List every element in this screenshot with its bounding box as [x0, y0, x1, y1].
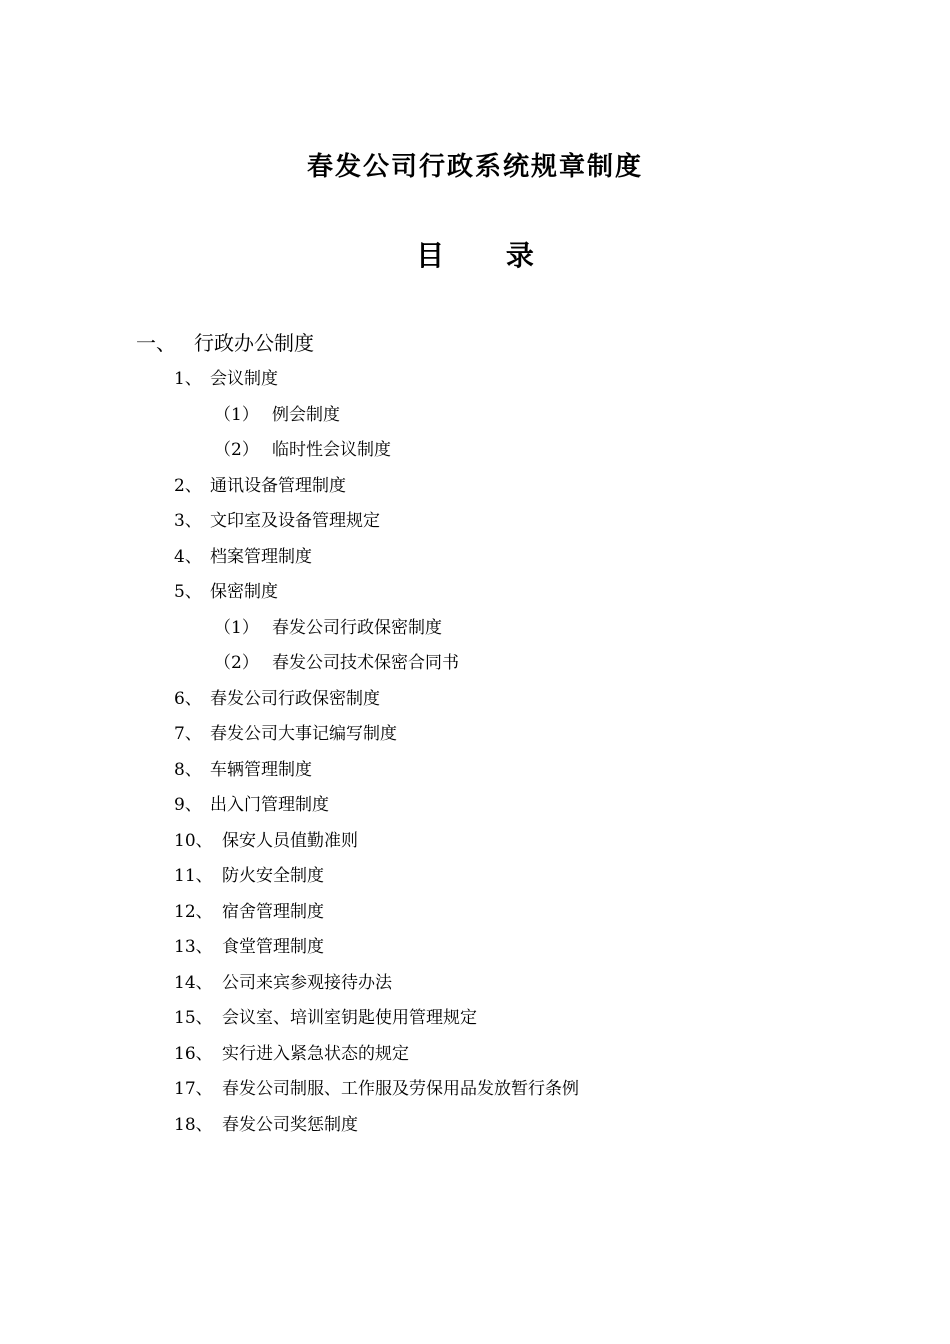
toc-item-number: 8、: [174, 759, 202, 780]
toc-item-number: 17、: [174, 1079, 213, 1099]
toc-subitem-title: 例会制度: [272, 404, 340, 425]
toc-item-title: 会议制度: [210, 369, 278, 389]
toc-item-title: 春发公司奖惩制度: [222, 1114, 358, 1135]
toc-section: [0, 324, 950, 362]
toc-item-title: 车辆管理制度: [210, 759, 312, 780]
toc-item: [0, 753, 950, 789]
toc-item-number: 11、: [174, 866, 213, 886]
toc-item-number: 10、: [174, 830, 213, 851]
toc-item-number: 16、: [174, 1043, 213, 1064]
toc-item-title: 文印室及设备管理规定: [210, 511, 380, 531]
toc-item-title: 会议室、培训室钥匙使用管理规定: [222, 1008, 477, 1028]
toc-item-title: 出入门管理制度: [210, 795, 329, 815]
toc-item-title: 春发公司大事记编写制度: [210, 724, 397, 744]
toc-item-number: 14、: [174, 972, 213, 993]
toc-subitem: [0, 433, 950, 469]
toc-item: [0, 682, 950, 718]
toc-section-number: 一、: [136, 331, 176, 355]
toc-item: [0, 930, 950, 966]
toc-subitem-number: （1）: [214, 404, 259, 425]
toc-item-number: 9、: [174, 795, 202, 815]
toc-item: [0, 362, 950, 398]
toc-item-title: 保密制度: [210, 582, 278, 602]
toc-item: [0, 859, 950, 895]
toc-subitem-title: 春发公司技术保密合同书: [272, 653, 459, 673]
toc-item-number: 18、: [174, 1114, 213, 1135]
document-title: 春发公司行政系统规章制度: [306, 152, 643, 182]
toc-item: [0, 1001, 950, 1037]
toc-item-title: 公司来宾参观接待办法: [222, 972, 392, 993]
toc-subitem-number: （2）: [214, 653, 259, 673]
toc-item-number: 12、: [174, 901, 213, 922]
toc-item: [0, 1072, 950, 1108]
toc-subitem-number: （2）: [214, 440, 259, 460]
toc-item-number: 2、: [174, 475, 202, 496]
toc-item-number: 5、: [174, 582, 202, 602]
toc-item: [0, 824, 950, 860]
toc-item: [0, 717, 950, 753]
toc-item: [0, 966, 950, 1002]
toc-section-title: 行政办公制度: [194, 331, 314, 355]
toc-subitem: [0, 398, 950, 434]
table-of-contents: [0, 324, 950, 1143]
toc-item-title: 通讯设备管理制度: [210, 475, 346, 496]
toc-item-title: 宿舍管理制度: [222, 901, 324, 922]
toc-subitem: [0, 646, 950, 682]
toc-item: [0, 540, 950, 576]
toc-item: [0, 575, 950, 611]
toc-subitem-title: 春发公司行政保密制度: [272, 617, 442, 638]
toc-subitem-title: 临时性会议制度: [272, 440, 391, 460]
toc-item-number: 4、: [174, 546, 202, 567]
toc-item-title: 防火安全制度: [222, 866, 324, 886]
toc-item-title: 实行进入紧急状态的规定: [222, 1043, 409, 1064]
toc-item-number: 1、: [174, 369, 202, 389]
toc-item-title: 食堂管理制度: [222, 937, 324, 957]
toc-heading: 目 录: [416, 239, 560, 272]
toc-item-title: 春发公司行政保密制度: [210, 688, 380, 709]
toc-item-number: 15、: [174, 1008, 213, 1028]
toc-item-title: 春发公司制服、工作服及劳保用品发放暂行条例: [222, 1079, 579, 1099]
toc-item-number: 3、: [174, 511, 202, 531]
toc-subitem-number: （1）: [214, 617, 259, 638]
toc-item: [0, 504, 950, 540]
toc-item-title: 保安人员值勤准则: [222, 830, 358, 851]
toc-item: [0, 469, 950, 505]
toc-item-title: 档案管理制度: [210, 546, 312, 567]
toc-item: [0, 1037, 950, 1073]
toc-item: [0, 788, 950, 824]
toc-item-number: 13、: [174, 937, 213, 957]
toc-subitem: [0, 611, 950, 647]
toc-item: [0, 895, 950, 931]
toc-item: [0, 1108, 950, 1144]
toc-item-number: 6、: [174, 688, 202, 709]
toc-item-number: 7、: [174, 724, 202, 744]
